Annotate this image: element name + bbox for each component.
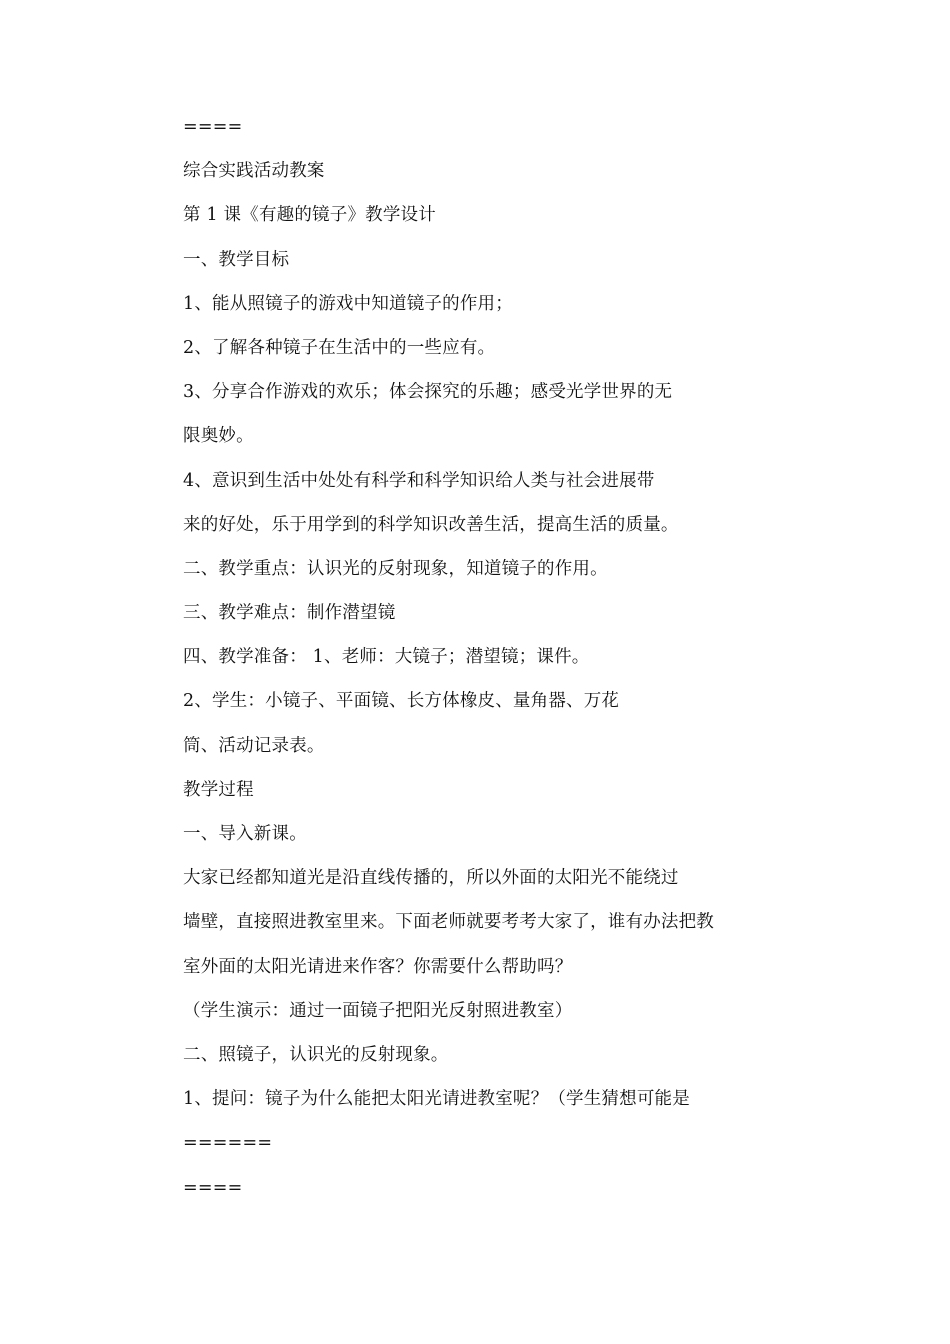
goal-item-1: 1、能从照镜子的游戏中知道镜子的作用； <box>183 293 513 314</box>
paragraph-line-1: 大家已经都知道光是沿直线传播的，所以外面的太阳光不能绕过 <box>183 868 679 889</box>
goal-item-3: 3、分享合作游戏的欢乐；体会探究的乐趣；感受光学世界的无 <box>183 382 673 403</box>
section-difficulties: 三、教学难点：制作潜望镜 <box>183 603 396 624</box>
section-key-points: 二、教学重点：认识光的反射现象，知道镜子的作用。 <box>183 558 608 579</box>
goal-item-4-cont: 来的好处，乐于用学到的科学知识改善生活，提高生活的质量。 <box>183 514 679 535</box>
section-process: 教学过程 <box>183 779 254 800</box>
goal-item-3-cont: 限奥妙。 <box>183 426 254 447</box>
section-preparation: 四、教学准备： 1、老师：大镜子；潜望镜；课件。 <box>183 647 590 668</box>
document-title: 综合实践活动教案 <box>183 161 325 182</box>
section-heading-goals: 一、教学目标 <box>183 249 290 270</box>
goal-item-4: 4、意识到生活中处处有科学和科学知识给人类与社会进展带 <box>183 470 655 491</box>
document-body <box>183 112 783 1217</box>
paragraph-line-2: 墙壁，直接照进教室里来。下面老师就要考考大家了，谁有办法把教 <box>183 912 714 933</box>
paragraph-line-3: 室外面的太阳光请进来作客？你需要什么帮助吗？ <box>183 956 573 977</box>
separator-bottom-1: ====== <box>183 1133 273 1154</box>
goal-item-2: 2、了解各种镜子在生活中的一些应有。 <box>183 337 496 358</box>
lesson-title: 第 1 课《有趣的镜子》教学设计 <box>183 205 436 226</box>
separator-bottom-2: ==== <box>183 1177 243 1198</box>
process-step-2: 二、照镜子，认识光的反射现象。 <box>183 1044 449 1065</box>
separator-top: ==== <box>183 117 243 137</box>
question-line: 1、提问：镜子为什么能把太阳光请进教室呢？（学生猜想可能是 <box>183 1089 690 1110</box>
preparation-students: 2、学生：小镜子、平面镜、长方体橡皮、量角器、万花 <box>183 691 620 712</box>
process-step-1: 一、导入新课。 <box>183 824 307 844</box>
student-demo-note: （学生演示：通过一面镜子把阳光反射照进教室） <box>183 1000 573 1021</box>
preparation-students-cont: 筒、活动记录表。 <box>183 735 325 756</box>
